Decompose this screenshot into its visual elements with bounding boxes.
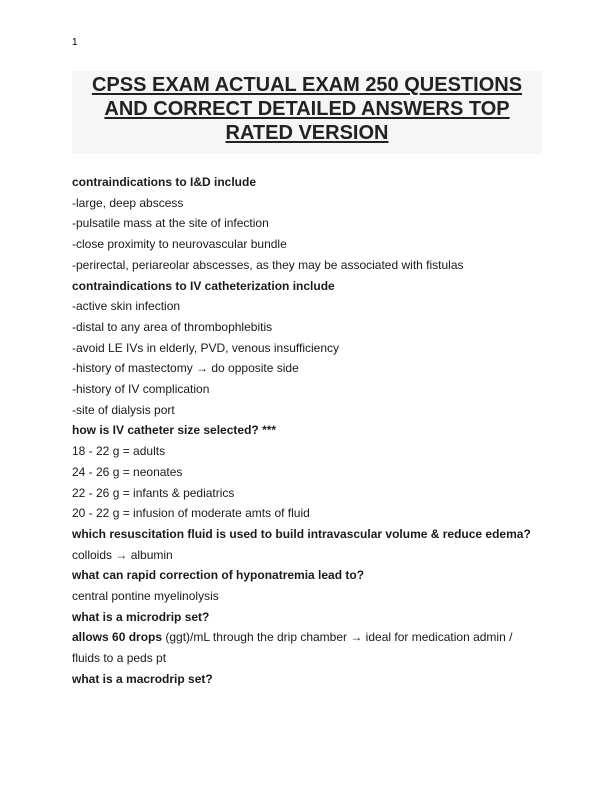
title-line: AND CORRECT DETAILED ANSWERS TOP [104, 98, 510, 120]
answer-line: central pontine myelinolysis [72, 589, 219, 604]
answer-bold-text: allows 60 drops [72, 630, 163, 645]
page-number: 1 [72, 37, 78, 48]
question: what can rapid correction of hyponatremia lead to? [72, 568, 365, 583]
answer-line: -history of mastectomy → do opposite side [72, 361, 299, 376]
answer-line: colloids → albumin [72, 547, 173, 562]
question: what is a microdrip set? [72, 609, 210, 624]
document-body [72, 172, 542, 690]
answer-line: -large, deep abscess [72, 195, 184, 210]
answer-line: -pulsatile mass at the site of infection [72, 216, 269, 231]
answer-line [72, 627, 542, 648]
answer-line: 18 - 22 g = adults [72, 444, 166, 459]
question: contraindications to I&D include [72, 175, 257, 189]
answer-line: -distal to any area of thrombophlebitis [72, 319, 273, 334]
answer-line: -avoid LE IVs in elderly, PVD, venous insufficiency [72, 340, 340, 355]
answer-line: 20 - 22 g = infusion of moderate amts of fluid [72, 506, 310, 521]
document-title [72, 71, 542, 154]
answer-line: 24 - 26 g = neonates [72, 464, 183, 479]
answer-text: (ggt)/mL through the drip chamber → ideal for medication admin / [162, 630, 513, 645]
answer-line: -active skin infection [72, 299, 181, 314]
question: contraindications to IV catheterization include [72, 278, 335, 293]
answer-line: -close proximity to neurovascular bundle [72, 237, 287, 252]
question: how is IV catheter size selected? *** [72, 423, 277, 438]
title-line: RATED VERSION [225, 122, 389, 144]
question: which resuscitation fluid is used to build intravascular volume & reduce edema? [72, 526, 531, 541]
answer-line: -perirectal, periareolar abscesses, as they may be associated with fistulas [72, 257, 464, 272]
title-line: CPSS EXAM ACTUAL EXAM 250 QUESTIONS [91, 74, 523, 96]
answer-line: fluids to a peds pt [72, 651, 167, 666]
answer-line: -site of dialysis port [72, 402, 175, 417]
question: what is a macrodrip set? [72, 671, 213, 686]
answer-line: 22 - 26 g = infants & pediatrics [72, 485, 235, 500]
answer-line: -history of IV complication [72, 382, 210, 397]
